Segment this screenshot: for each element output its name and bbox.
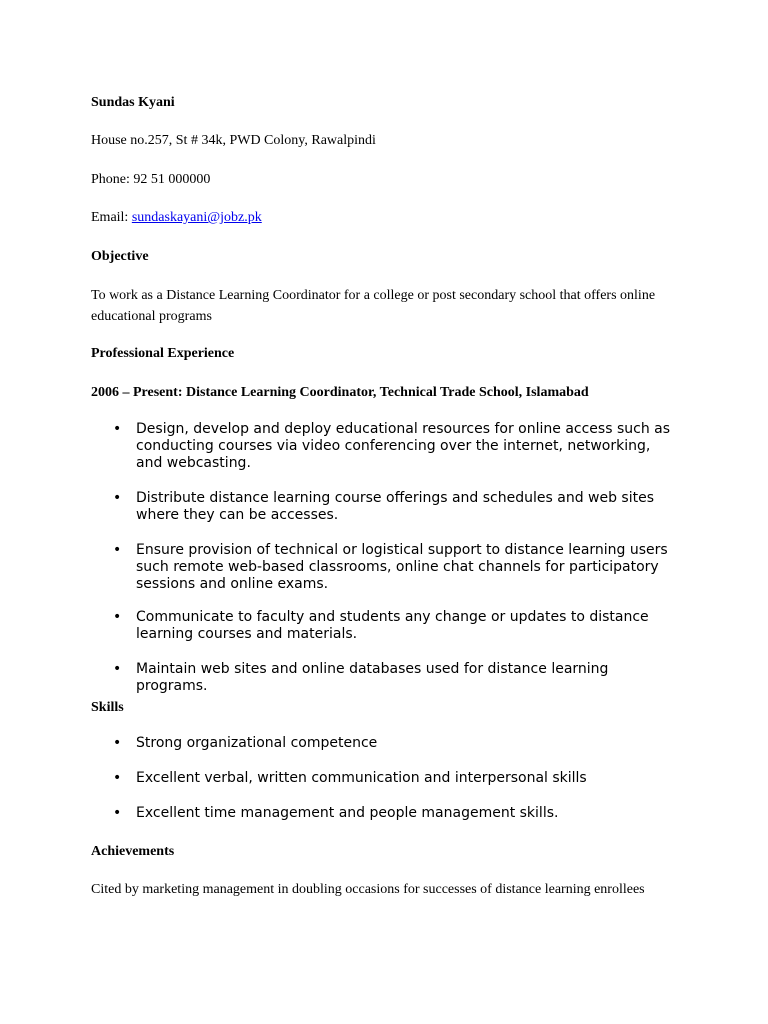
experience-role: 2006 – Present: Distance Learning Coordinator, Technical Trade School, Islamabad <box>91 385 589 400</box>
list-item-text: Excellent time management and people management skills. <box>136 805 559 821</box>
list-item <box>91 609 691 643</box>
objective-heading: Objective <box>91 249 149 264</box>
candidate-name: Sundas Kyani <box>91 95 175 110</box>
list-item <box>91 735 691 752</box>
achievements-text: Cited by marketing management in doubling occasions for successes of distance learning enrollees <box>91 882 645 897</box>
list-item-text: Strong organizational competence <box>136 735 378 751</box>
skills-heading: Skills <box>91 700 124 715</box>
list-item <box>91 805 691 822</box>
bullet-icon: • <box>113 735 122 751</box>
list-item-text: Design, develop and deploy educational resources for online access such as conducting courses via video conferencing over the internet, networking, and webcasting. <box>136 421 671 471</box>
list-item <box>91 542 691 593</box>
bullet-icon: • <box>113 770 122 786</box>
email-label: Email: <box>91 210 132 225</box>
objective-text: To work as a Distance Learning Coordinator for a college or post secondary school that offers online educational programs <box>91 288 656 324</box>
email-link[interactable]: sundaskayani@jobz.pk <box>131 210 262 225</box>
bullet-icon: • <box>113 805 122 821</box>
list-item-text: Maintain web sites and online databases used for distance learning programs. <box>136 661 609 694</box>
list-item <box>91 661 691 695</box>
list-item-text: Ensure provision of technical or logistical support to distance learning users such remote web-based classrooms, online chat channels for participatory sessions and online exams. <box>136 542 668 592</box>
list-item-text: Communicate to faculty and students any change or updates to distance learning courses and materials. <box>136 609 649 642</box>
bullet-icon: • <box>113 421 122 437</box>
email-line <box>91 207 262 228</box>
bullet-icon: • <box>113 542 122 558</box>
achievements-heading: Achievements <box>91 844 175 859</box>
bullet-icon: • <box>113 661 122 677</box>
address-line: House no.257, St # 34k, PWD Colony, Rawalpindi <box>91 133 376 148</box>
phone-line: Phone: 92 51 000000 <box>91 172 211 187</box>
list-item-text: Excellent verbal, written communication and interpersonal skills <box>136 770 587 786</box>
list-item <box>91 490 691 524</box>
list-item-text: Distribute distance learning course offerings and schedules and web sites where they can be accesses. <box>136 490 655 523</box>
experience-heading: Professional Experience <box>91 346 235 361</box>
bullet-icon: • <box>113 609 122 625</box>
list-item <box>91 770 691 787</box>
bullet-icon: • <box>113 490 122 506</box>
list-item <box>91 421 691 472</box>
